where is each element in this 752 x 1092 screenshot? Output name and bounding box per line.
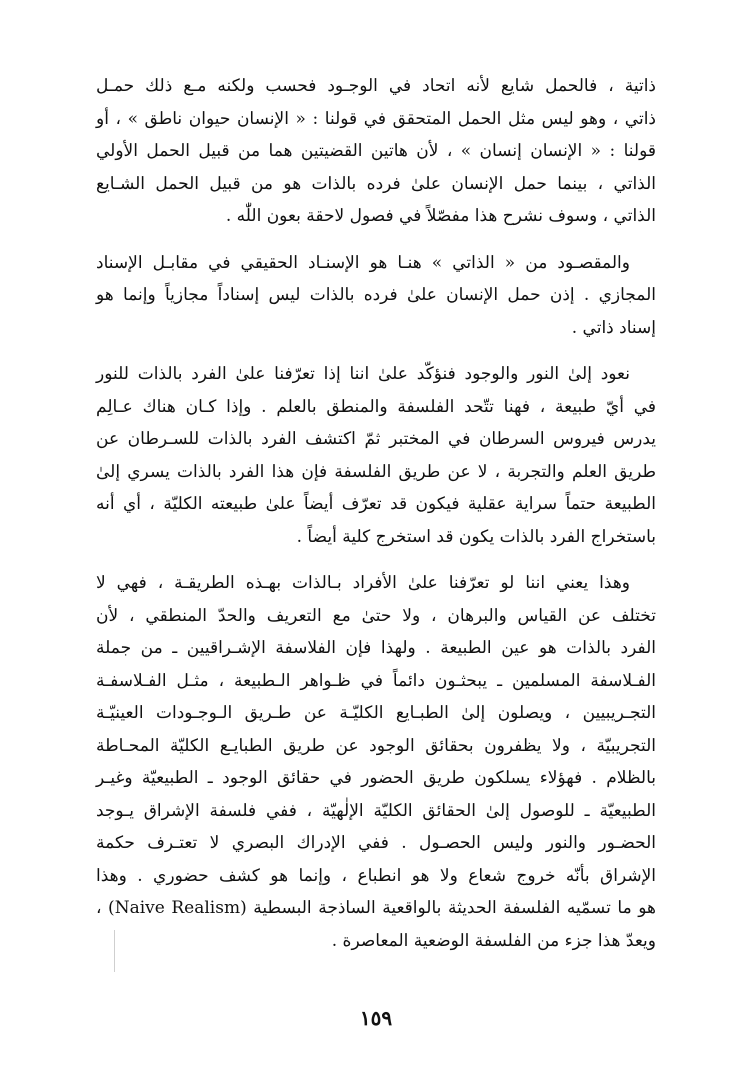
text-line: الفـلاسفة المسلمين ـ يبحثـون دائماً في ظـواهر الـطبيعة ، مثـل الفـلاسفـة	[96, 670, 656, 691]
text-line: يدرس فيروس السرطان في المختبر ثمّ اكتشف الفرد بالذات للسـرطان عن	[96, 429, 656, 449]
text-line: طريق العلم والتجربة ، لا عن طريق الفلسفة فإن هذا الفرد بالذات يسري إلىٰ	[96, 461, 656, 482]
text-line: الإشراق بأنّه خروج شعاع ولا هو انطباع ، وإنما هو كشف حضوري . وهذا	[96, 865, 656, 886]
text-line: الطبيعة حتماً سراية عقلية فيكون قد تعرّف أيضاً علىٰ طبيعته الكليّة ، أي أنه	[96, 494, 656, 514]
text-line: ذاتي ، وهو ليس مثل الحمل المتحقق في قولنا : « الإنسان حيوان ناطق » ، أو	[96, 108, 656, 129]
text-line: ويعدّ هذا جزء من الفلسفة الوضعية المعاصرة .	[331, 930, 656, 951]
text-line: بالظلام . فهؤلاء يسلكون طريق الحضور في حقائق الوجود ـ الطبيعيّة وغيـر	[96, 768, 656, 788]
text-line: والمقصـود من « الذاتي » هنـا هو الإسنـاد الحقيقي في مقابـل الإسناد	[96, 252, 630, 273]
paragraph	[96, 70, 656, 233]
text-line: التجريبيّة ، ولا يظفرون بحقائق الوجود عن طريق الطبايـع الكليّة المحـاطة	[96, 735, 656, 756]
text-line: في أيّ طبيعة ، فهنا تتّحد الفلسفة والمنطق بالعلم . وإذا كـان هناك عـالِم	[96, 396, 656, 417]
margin-mark	[114, 930, 115, 972]
paragraph	[96, 358, 656, 553]
text-line: ذاتية ، فالحمل شايع لأنه اتحاد في الوجـود فحسب ولكنه مـع ذلك حمـل	[96, 76, 656, 96]
text-line: نعود إلىٰ النور والوجود فنؤكّد علىٰ اننا إذا تعرّفنا علىٰ الفرد بالذات للنور	[96, 364, 630, 384]
text-line: قولنا : « الإنسان إنسان » ، لأن هاتين القضيتين هما من قبيل الحمل الأولي	[96, 141, 656, 161]
text-line: هو ما تسمّيه الفلسفة الحديثة بالواقعية الساذجة البسطية (Naive Realism) ،	[96, 898, 656, 918]
paragraph	[96, 247, 656, 345]
text-line: تختلف عن القياس والبرهان ، ولا حتىٰ مع التعريف والحدّ المنطقي ، لأن	[96, 605, 656, 626]
text-line: وهذا يعني اننا لو تعرّفنا علىٰ الأفراد بـالذات بهـذه الطريقـة ، فهي لا	[96, 573, 630, 593]
text-line: الفرد بالذات هو عين الطبيعة . ولهذا فإن الفلاسفة الإشـراقيين ـ من جملة	[96, 638, 656, 658]
text-line: التجـريبيين ، ويصلون إلىٰ الطبـايع الكليّـة عن طـريق الـوجـودات العينيّـة	[96, 703, 656, 723]
text-line: الحضـور والنور وليس الحصـول . ففي الإدراك البصري لا تعتـرف حكمة	[96, 833, 656, 853]
paragraph	[96, 567, 656, 957]
text-line: باستخراج الفرد بالذات يكون قد استخرج كلية أيضاً .	[296, 526, 656, 547]
text-line: الذاتي ، بينما حمل الإنسان علىٰ فرده بالذات هو من قبيل الحمل الشـايع	[96, 173, 656, 194]
text-line: الطبيعيّة ـ للوصول إلىٰ الحقائق الكليّة الإلٰهيّة ، ففي فلسفة الإشراق يـوجد	[96, 800, 656, 821]
text-line: إسناد ذاتي .	[571, 317, 656, 338]
text-line: الذاتي ، وسوف نشرح هذا مفصّلاً في فصول لاحقة بعون اللّٰه .	[225, 206, 656, 226]
page-number: ١٥٩	[359, 1006, 393, 1030]
text-line: المجازي . إذن حمل الإنسان علىٰ فرده بالذات ليس إسناداً مجازياً وإنما هو	[96, 285, 656, 305]
body-text	[96, 70, 656, 971]
